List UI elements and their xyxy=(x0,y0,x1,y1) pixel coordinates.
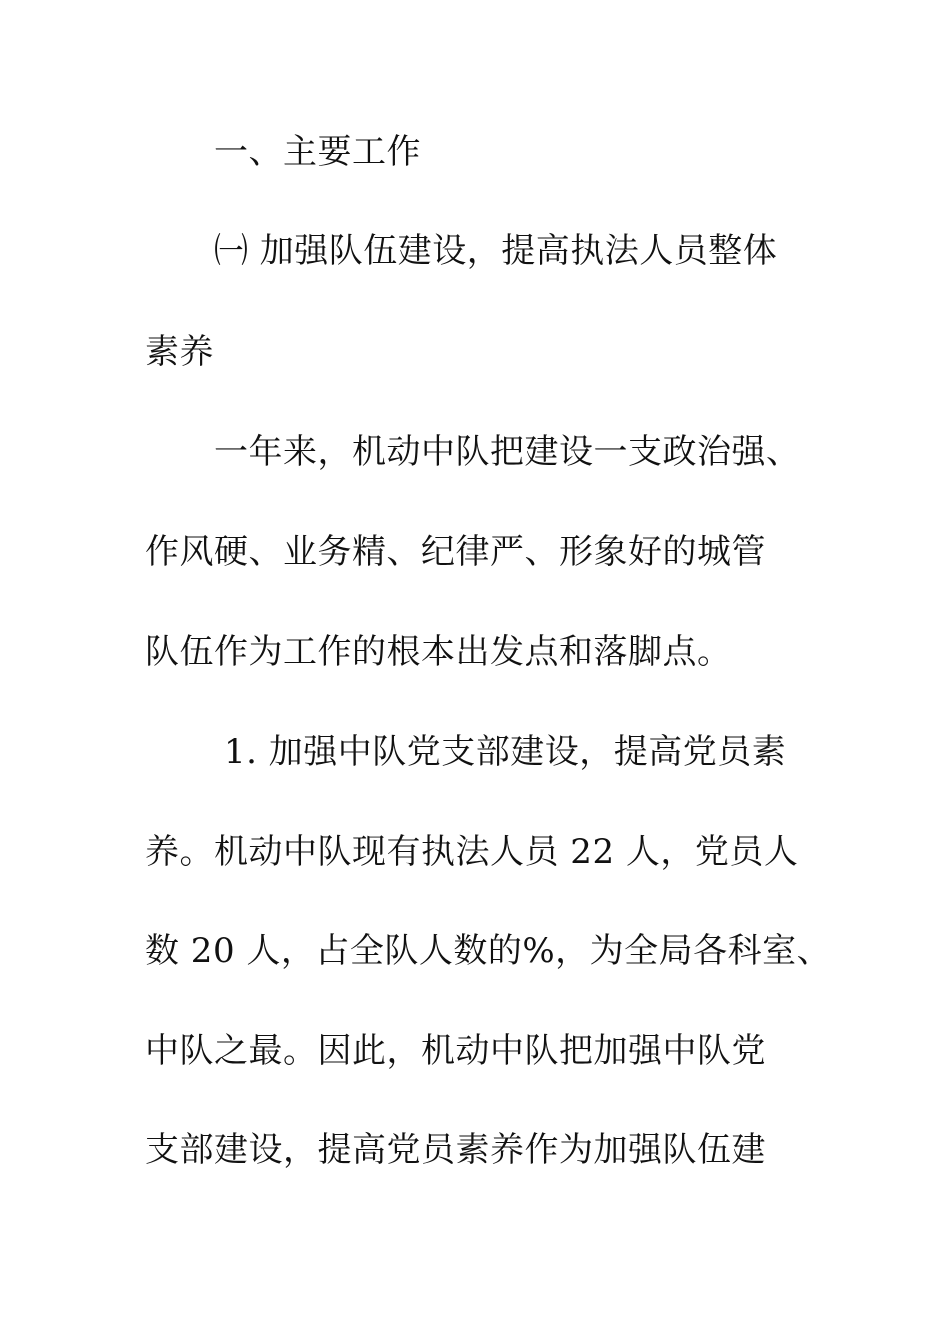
paragraph-2-line-5: 支部建设，提高党员素养作为加强队伍建 xyxy=(145,1130,766,1170)
paragraph-2-line-2: 养。机动中队现有执法人员 22 人，党员人 xyxy=(145,832,799,872)
paragraph-1-line-2: 作风硬、业务精、纪律严、形象好的城管 xyxy=(145,532,766,572)
paragraph-2-line-1: 1. 加强中队党支部建设，提高党员素 xyxy=(224,732,787,772)
section-heading: 一、主要工作 xyxy=(214,132,421,172)
subsection-title-line-1: ㈠ 加强队伍建设，提高执法人员整体 xyxy=(214,231,778,271)
paragraph-2-line-4: 中队之最。因此，机动中队把加强中队党 xyxy=(145,1031,766,1071)
subsection-title-line-2: 素养 xyxy=(145,332,214,372)
paragraph-1-line-3: 队伍作为工作的根本出发点和落脚点。 xyxy=(145,632,732,672)
paragraph-2-line-3: 数 20 人，占全队人数的%，为全局各科室、 xyxy=(145,931,832,971)
paragraph-1-line-1: 一年来，机动中队把建设一支政治强、 xyxy=(214,432,801,472)
